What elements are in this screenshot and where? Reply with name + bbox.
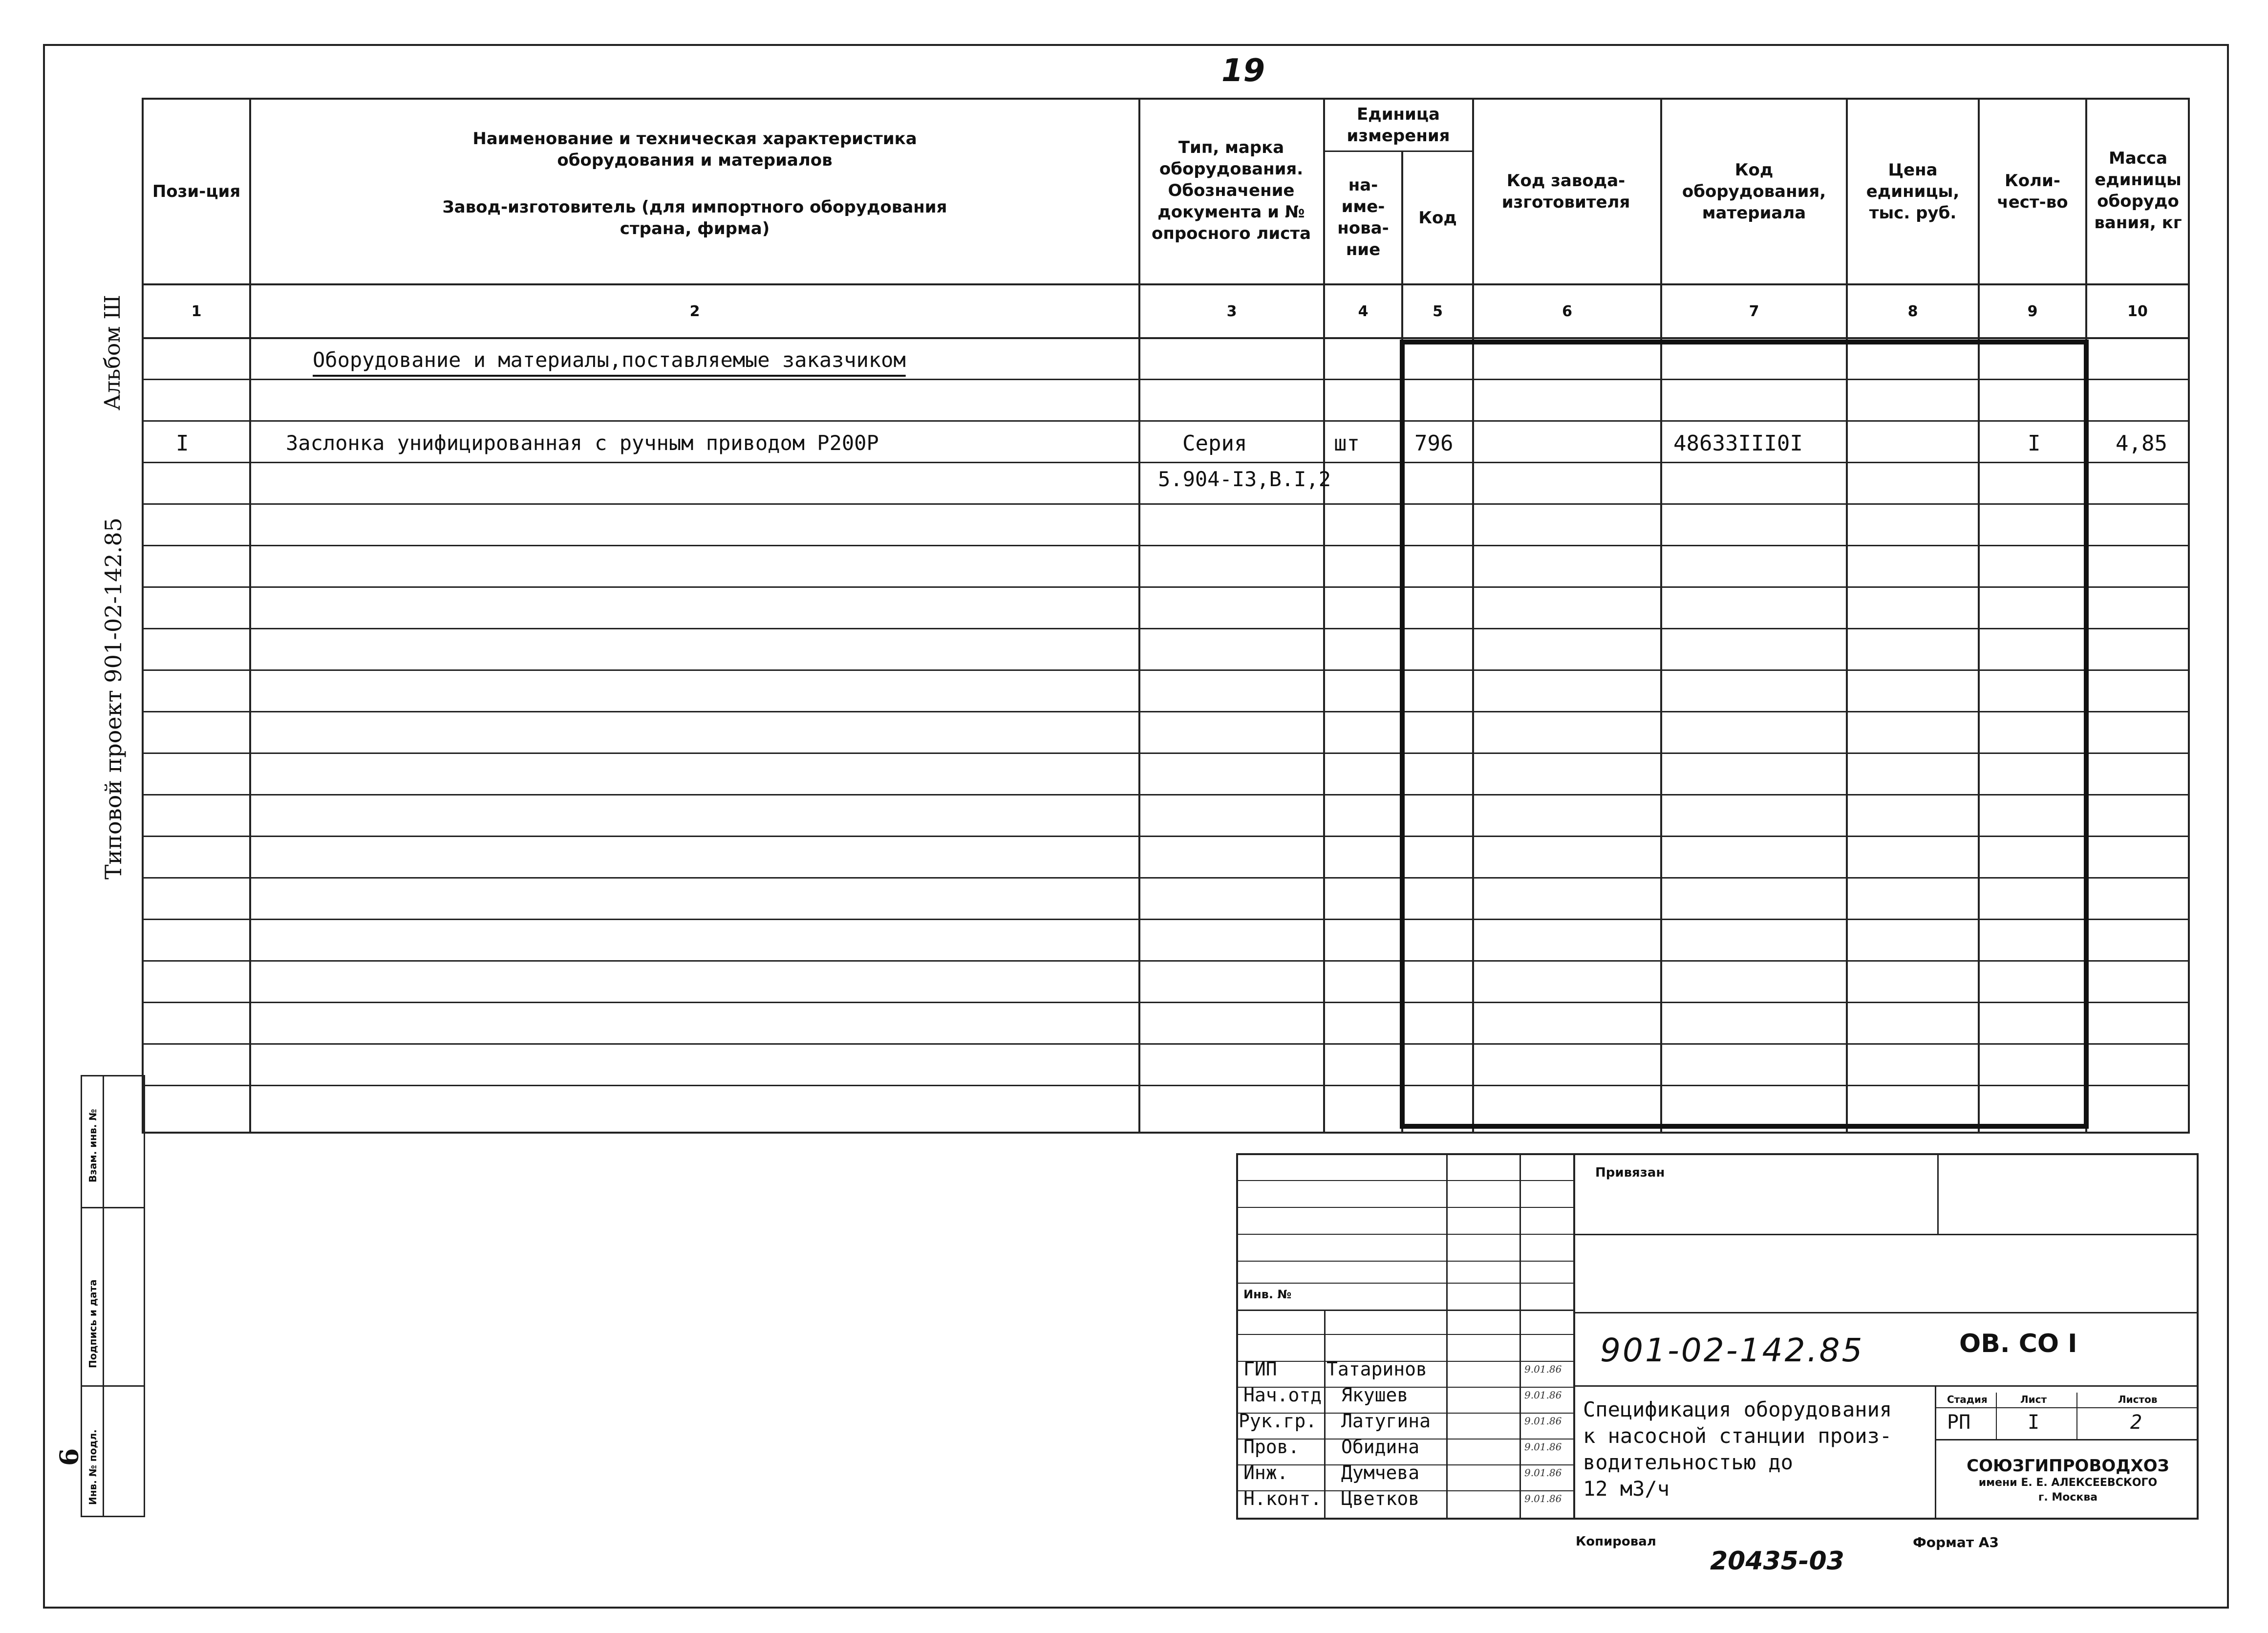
col-number: 3 — [1226, 303, 1237, 320]
header-name-line4: страна, фирма) — [620, 219, 770, 238]
sheet-label: Лист — [2020, 1394, 2047, 1405]
person-name: Латугина — [1341, 1410, 1431, 1432]
sign-date: 9.01.86 — [1524, 1389, 1562, 1401]
col-number: 7 — [1749, 303, 1759, 320]
header-mass: Масса единицы оборудо вания, кг — [2094, 148, 2182, 233]
section-title: Оборудование и материалы,поставляемые заказчиком — [313, 348, 906, 372]
col-number: 9 — [2027, 303, 2038, 320]
doc-mark: ОВ. СО I — [1959, 1329, 2077, 1358]
row-quantity: I — [2028, 431, 2041, 456]
header-quantity: Коли-чест-во — [1997, 171, 2068, 212]
org-city: г. Москва — [2038, 1491, 2098, 1504]
header-unit-group: Единица измерения — [1347, 104, 1450, 146]
role-eng: Инж. — [1243, 1462, 1288, 1483]
stage-label: Стадия — [1947, 1394, 1988, 1405]
row-unit: шт — [1334, 431, 1360, 456]
row-name: Заслонка унифицированная с ручным приводом Р200Р — [286, 431, 879, 455]
header-name-line3: Завод-изготовитель (для импортного оборудования — [442, 197, 947, 217]
copied-label: Копировал — [1576, 1534, 1656, 1549]
row-mass: 4,85 — [2116, 431, 2167, 456]
row-position: I — [176, 431, 189, 456]
header-price: Цена единицы, тыс. руб. — [1866, 160, 1960, 223]
sheet-mark: 6 — [55, 1448, 85, 1466]
sheets-value: 2 — [2130, 1411, 2142, 1434]
header-factory-code: Код завода-изготовителя — [1501, 171, 1630, 212]
title-line4: 12 м3/ч — [1583, 1477, 1670, 1501]
project-label: Типовой проект 901-02-142.85 — [100, 517, 127, 880]
stamp-replace: Взам. инв. № — [87, 1109, 99, 1182]
person-name: Якушев — [1341, 1384, 1409, 1406]
sign-date: 9.01.86 — [1524, 1363, 1562, 1375]
col-number: 2 — [689, 303, 700, 320]
org-name: СОЮЗГИПРОВОДХОЗ — [1967, 1456, 2169, 1476]
row-type-doc: 5.904-I3,В.I,2 — [1158, 467, 1331, 491]
stamp-signature: Подпись и дата — [87, 1279, 99, 1368]
sign-date: 9.01.86 — [1524, 1493, 1562, 1504]
sign-date: 9.01.86 — [1524, 1441, 1562, 1453]
header-name-line1: Наименование и техническая характеристика — [472, 129, 917, 149]
org-subtitle: имени Е. Е. АЛЕКСЕЕВСКОГО — [1978, 1477, 2158, 1489]
row-unit-code: 796 — [1414, 431, 1454, 456]
role-check: Пров. — [1243, 1436, 1300, 1458]
doc-number: 901-02-142.85 — [1600, 1332, 1864, 1369]
person-name: Думчева — [1341, 1462, 1420, 1483]
person-name: Цветков — [1341, 1488, 1420, 1509]
col-number: 1 — [191, 303, 202, 320]
highlight-box — [1400, 340, 2089, 1129]
col-number: 5 — [1433, 303, 1443, 320]
col-number: 10 — [2127, 303, 2148, 320]
person-name: Татаринов — [1327, 1358, 1427, 1380]
header-unit-code: Код — [1418, 208, 1457, 228]
stage-value: РП — [1947, 1411, 1971, 1434]
header-position: Пози-ция — [152, 181, 241, 201]
title-line3: водительностью до — [1583, 1450, 1793, 1474]
role-gip: ГИП — [1243, 1358, 1277, 1380]
header-name-line2: оборудования и материалов — [557, 150, 833, 170]
header-equipment-code: Код оборудования, материала — [1682, 160, 1826, 223]
format-label: Формат А3 — [1913, 1534, 1999, 1550]
role-group: Рук.гр. — [1239, 1410, 1317, 1432]
stamp-inv: Инв. № подл. — [87, 1429, 99, 1505]
role-norm: Н.конт. — [1243, 1488, 1322, 1509]
row-equipment-code: 48633III0I — [1673, 431, 1803, 456]
col-number: 4 — [1358, 303, 1369, 320]
person-name: Обидина — [1341, 1436, 1420, 1458]
attached-label: Привязан — [1595, 1165, 1665, 1180]
title-line1: Спецификация оборудования — [1583, 1397, 1892, 1421]
archive-number: 20435-03 — [1710, 1547, 1844, 1576]
inv-label: Инв. № — [1243, 1288, 1292, 1301]
role-head: Нач.отд — [1243, 1384, 1322, 1406]
header-unit-name: на-име-нова-ние — [1337, 175, 1389, 260]
col-number: 8 — [1907, 303, 1918, 320]
header-name — [251, 100, 1138, 283]
sheets-label: Листов — [2118, 1394, 2158, 1405]
page-number: 19 — [1221, 53, 1265, 89]
sign-date: 9.01.86 — [1524, 1467, 1562, 1479]
header-type: Тип, марка оборудования. Обозначение документа и № опросного листа — [1151, 137, 1311, 244]
col-number: 6 — [1562, 303, 1572, 320]
album-label: Альбом Ш — [100, 295, 125, 410]
sign-date: 9.01.86 — [1524, 1415, 1562, 1427]
row-type: Серия — [1182, 431, 1247, 456]
title-line2: к насосной станции произ- — [1583, 1424, 1892, 1448]
sheet-value: I — [2028, 1411, 2040, 1434]
